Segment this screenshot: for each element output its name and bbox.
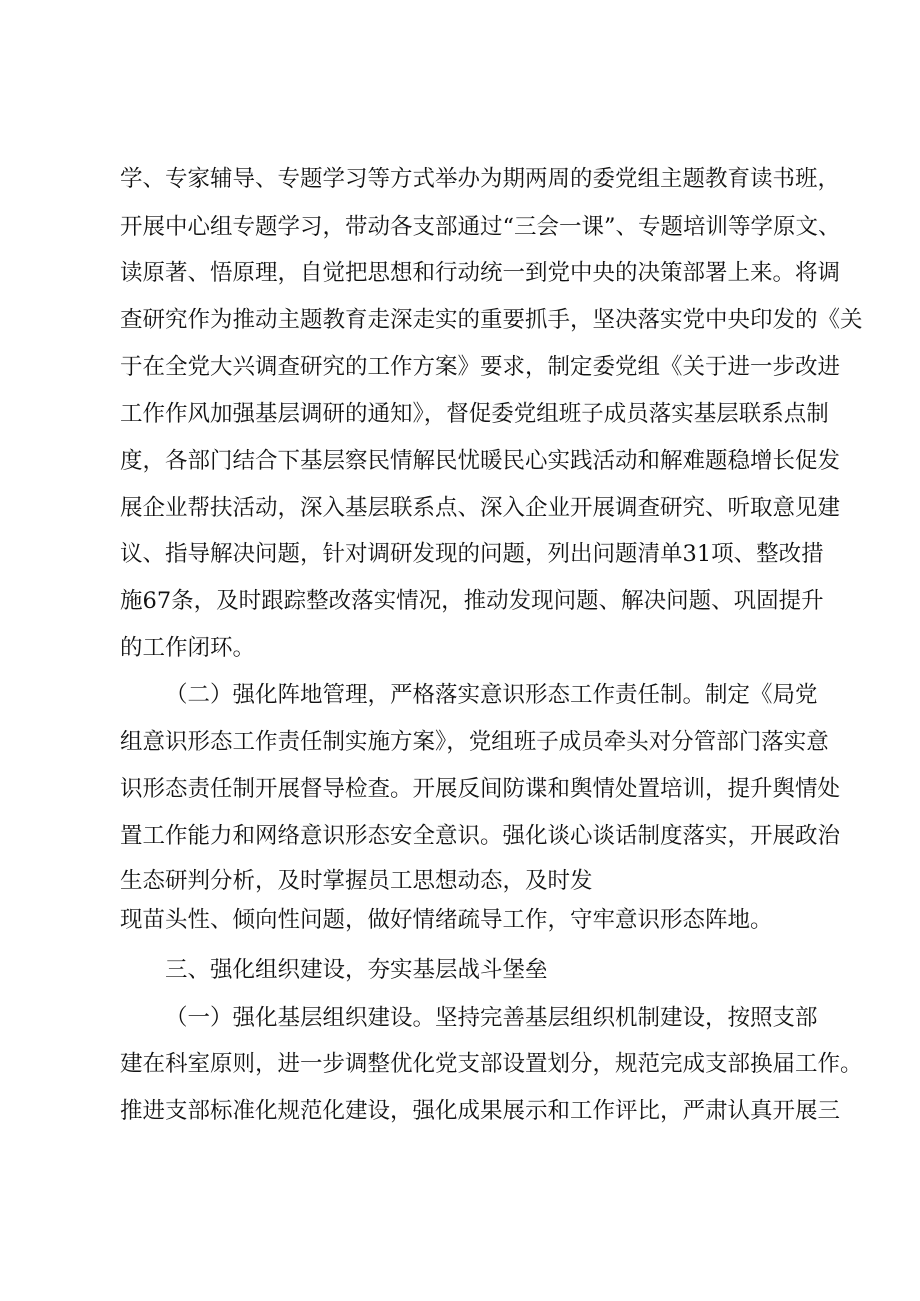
- body-text-line: 开展中心组专题学习，带动各支部通过“三会一课”、专题培训等学原文、: [120, 214, 841, 240]
- body-text-line: 的工作闭环。: [120, 635, 256, 661]
- body-text-line: 度，各部门结合下基层察民情解民忧暖民心实践活动和解难题稳增长促发: [120, 448, 841, 474]
- body-text-line: 生态研判分析，及时掌握员工思想动态，及时发: [120, 868, 593, 894]
- body-text-line: 工作作风加强基层调研的通知》，督促委党组班子成员落实基层联系点制: [120, 401, 829, 427]
- body-text-line: 推进支部标准化规范化建设，强化成果展示和工作评比，严肃认真开展三: [120, 1098, 841, 1124]
- body-text-line: 置工作能力和网络意识形态安全意识。强化谈心谈话制度落实，开展政治: [120, 823, 841, 849]
- body-text-line: 建在科室原则，进一步调整优化党支部设置划分，规范完成支部换届工作。: [120, 1051, 863, 1077]
- body-text-line: 读原著、悟原理，自觉把思想和行动统一到党中央的决策部署上来。将调: [120, 260, 841, 286]
- subsection-heading-line: （一）强化基层组织建设。坚持完善基层组织机制建设，按照支部: [165, 1005, 818, 1031]
- body-text-line: 现苗头性、倾向性问题，做好情绪疏导工作，守牢意识形态阵地。: [120, 907, 773, 933]
- body-text-line: 议、指导解决问题，针对调研发现的问题，列出问题清单31项、整改措: [120, 541, 824, 567]
- body-text-line: 展企业帮扶活动，深入基层联系点、深入企业开展调查研究、听取意见建: [120, 495, 841, 521]
- body-text-line: 于在全党大兴调查研究的工作方案》要求，制定委党组《关于进一步改进: [120, 354, 841, 380]
- body-text-line: 组意识形态工作责任制实施方案》，党组班子成员牵头对分管部门落实意: [120, 729, 829, 755]
- body-text-line: 学、专家辅导、专题学习等方式举办为期两周的委党组主题教育读书班，: [120, 166, 841, 192]
- subsection-heading-line: （二）强化阵地管理，严格落实意识形态工作责任制。制定《局党: [165, 682, 818, 708]
- body-text-line: 识形态责任制开展督导检查。开展反间防谍和舆情处置培训，提升舆情处: [120, 776, 841, 802]
- body-text-line: 施67条，及时跟踪整改落实情况，推动发现问题、解决问题、巩固提升: [120, 588, 824, 614]
- body-text-line: 查研究作为推动主题教育走深走实的重要抓手，坚决落实党中央印发的《关: [120, 307, 863, 333]
- section-heading: 三、强化组织建设，夯实基层战斗堡垒: [165, 957, 548, 983]
